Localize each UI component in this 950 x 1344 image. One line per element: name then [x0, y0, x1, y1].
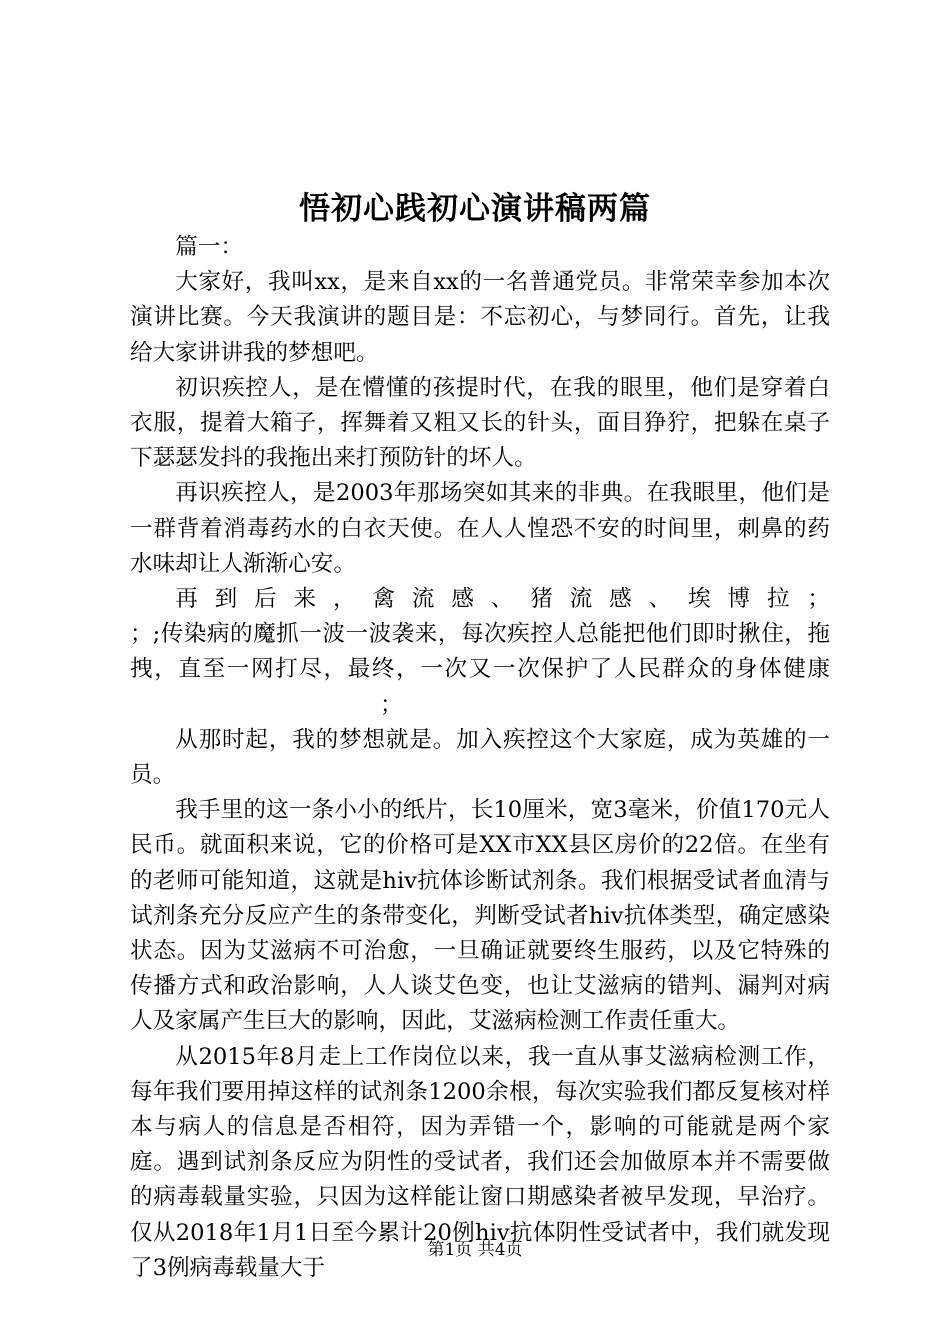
paragraph-intro: 大家好，我叫xx，是来自xx的一名普通党员。非常荣幸参加本次演讲比赛。今天我演讲的题目是：不忘初心，与梦同行。首先，让我给大家讲讲我的梦想吧。: [130, 269, 830, 366]
document-body: [130, 230, 830, 1286]
paragraph-first-impression: 初识疾控人，是在懵懂的孩提时代，在我的眼里，他们是穿着白衣服，提着大箱子，挥舞着又粗又长的针头，面目狰狞，把躲在桌子下瑟瑟发抖的我拖出来打预防针的坏人。: [130, 374, 830, 472]
page-footer: 第1页 共4页: [427, 1240, 523, 1260]
paragraph-second-impression: 再识疾控人，是2003年那场突如其来的非典。在我眼里，他们是一群背着消毒药水的白衣天使。在人人惶恐不安的时间里，刺鼻的药水味却让人渐渐心安。: [130, 480, 830, 577]
paragraph-test-strip: 我手里的这一条小小的纸片，长10厘米，宽3毫米，价值170元人民币。就面积来说，它的价格可是XX市XX县区房价的22倍。在坐有的老师可能知道，这就是hiv抗体诊断试剂条。我们根据受试者血清与试剂条充分反应产生的条带变化，判断受试者hiv抗体类型，确定感染状态。因为艾滋病不可治愈，一旦确证就要终生服药，以及它特殊的传播方式和政治影响，人人谈艾色变，也让艾滋病的错判、漏判对病人及家属产生巨大的影响，因此，艾滋病检测工作责任重大。: [130, 797, 830, 1035]
paragraph-epidemics-text: ；;传染病的魔抓一波一波袭来，每次疾控人总能把他们即时揪住，拖拽，直至一网打尽，最终，一次又一次保护了人民群众的身体健康: [130, 621, 830, 683]
paragraph-section-label: 篇一：: [175, 234, 243, 260]
paragraph-dream: 从那时起，我的梦想就是。加入疾控这个大家庭，成为英雄的一员。: [130, 726, 830, 789]
paragraph-later-semicolon: ；: [807, 586, 830, 613]
paragraph-later-text: 再到后来，禽流感、猪流感、埃博拉: [175, 586, 807, 613]
paragraph-epidemics: [130, 617, 830, 723]
paragraph-later: [130, 582, 830, 617]
paragraph-work: 从2015年8月走上工作岗位以来，我一直从事艾滋病检测工作，每年我们要用掉这样的试剂条1200余根，每次实验我们都反复核对样本与病人的信息是否相符，因为弄错一个，影响的可能就是两个家庭。遇到试剂条反应为阴性的受试者，我们还会加做原本并不需要做的病毒载量实验，只因为这样能让窗口期感染者被早发现，早治疗。仅从2018年1月1日至今累计20例hiv抗体阴性受试者中，我们就发现了3例病毒载量大于: [130, 1043, 830, 1281]
paragraph-epidemics-semicolon: ；: [380, 691, 403, 718]
document-title: 悟初心践初心演讲稿两篇: [299, 191, 651, 227]
